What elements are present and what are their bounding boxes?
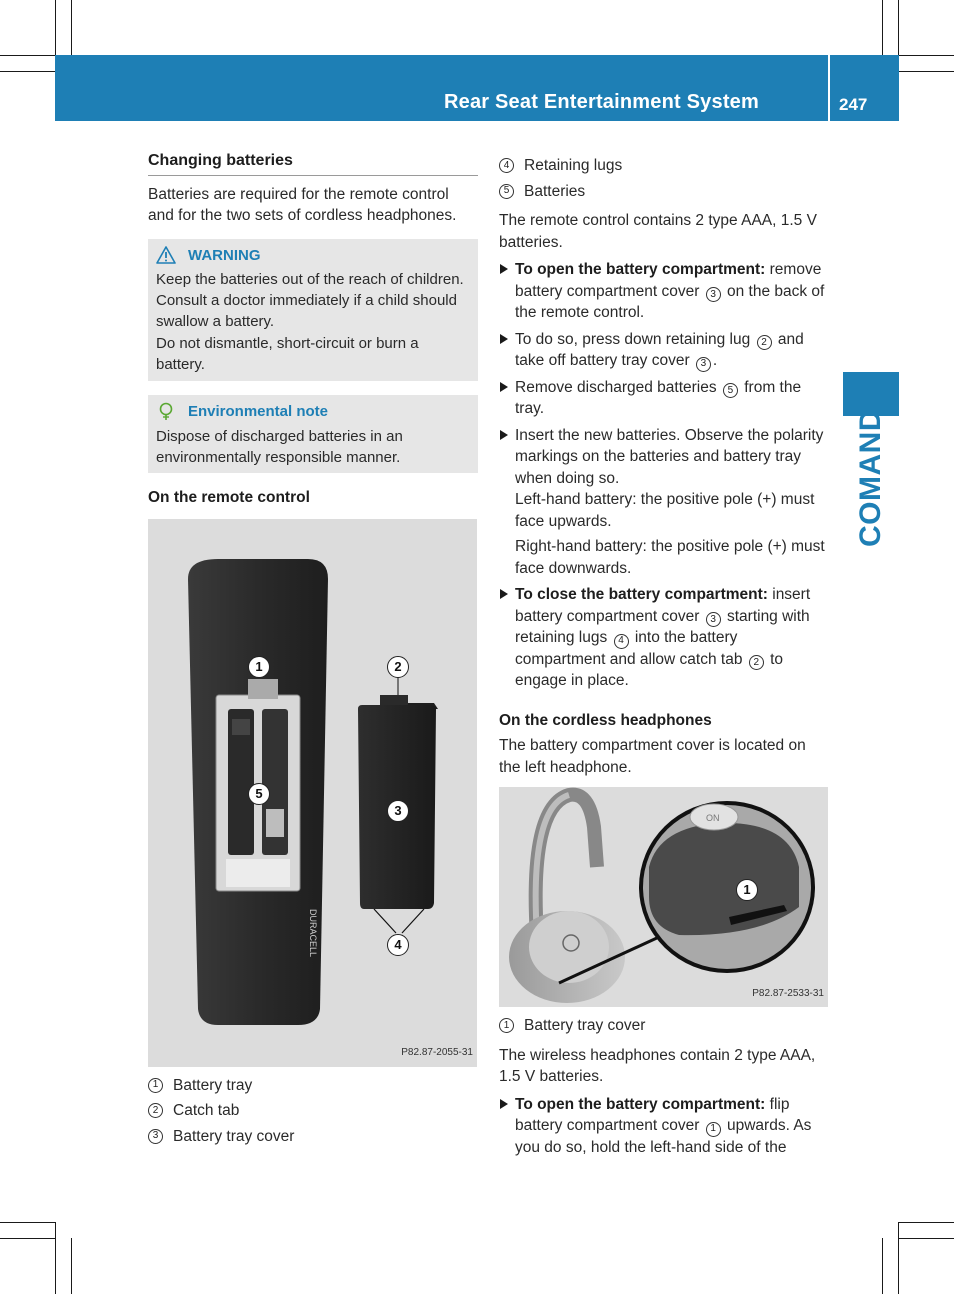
legend-number: 4	[499, 158, 514, 173]
crop-mark	[899, 71, 954, 72]
step-open-label: To open the battery compartment:	[515, 261, 766, 278]
crop-mark	[55, 1222, 56, 1294]
legend-number: 5	[499, 184, 514, 199]
ref-number: 3	[706, 287, 721, 302]
step-remove	[499, 377, 831, 420]
step-press	[499, 329, 831, 372]
legend-label: Battery tray cover	[524, 1017, 646, 1034]
legend-label: Catch tab	[173, 1102, 240, 1120]
step-text: flip battery compartment cover	[515, 1095, 790, 1134]
step-text: on the back of the remote control.	[515, 282, 825, 321]
crop-mark	[899, 1222, 954, 1223]
env-note-header	[156, 401, 470, 422]
step-text: into the battery compartment and allow catch tab	[515, 629, 747, 668]
step-close	[499, 584, 831, 692]
warning-title: WARNING	[188, 246, 261, 264]
headphones-illustration	[499, 787, 828, 1007]
crop-mark	[899, 1238, 954, 1239]
legend-label: Retaining lugs	[524, 157, 623, 174]
step-text: remove battery compartment cover	[515, 261, 822, 300]
legend-label: Batteries	[524, 182, 586, 200]
step-flip	[499, 1094, 831, 1159]
crop-mark	[0, 1222, 55, 1223]
callout-2: 2	[387, 656, 409, 678]
crop-mark	[882, 0, 883, 55]
battery-brand: DURACELL	[308, 908, 318, 957]
remote-heading: On the remote control	[148, 489, 310, 507]
step-text: upwards. As you do so, hold the left-hand side of the	[515, 1117, 812, 1156]
warning-triangle-icon	[156, 246, 176, 264]
environmental-note-box	[148, 395, 478, 473]
step-text: Left-hand battery: the positive pole (+) must face upwards.	[515, 491, 815, 530]
crop-mark	[0, 55, 55, 56]
legend-list	[148, 1075, 478, 1148]
headphones-figure	[499, 787, 828, 1007]
step-text: To do so, press down retaining lug	[515, 330, 755, 348]
callout-1: 1	[248, 656, 270, 678]
step-text: to engage in place.	[515, 650, 783, 689]
step-insert	[499, 425, 831, 580]
section-title: Changing batteries	[148, 150, 478, 176]
headphones-heading: On the cordless headphones	[499, 711, 712, 729]
crop-mark	[71, 1238, 72, 1294]
header-title: Rear Seat Entertainment System	[443, 91, 759, 113]
ref-number: 3	[706, 612, 721, 627]
step-flip-label: To open the battery compartment:	[515, 1095, 766, 1113]
legend-item	[148, 1100, 478, 1122]
remote-control-figure	[148, 519, 477, 1067]
legend-item	[499, 181, 831, 203]
right-column	[499, 155, 831, 1158]
crop-mark	[55, 0, 56, 55]
callout-1: 1	[736, 879, 758, 901]
remote-batteries-text: The remote control contains 2 type AAA, 1.5 V batteries.	[499, 212, 817, 251]
ref-number: 5	[723, 383, 738, 398]
env-note-title: Environmental note	[188, 403, 329, 421]
legend-label: Battery tray	[173, 1076, 253, 1094]
step-text: Insert the new batteries. Observe the polarity markings on the batteries and battery tray when doing so.	[515, 426, 824, 487]
legend-item	[148, 1075, 478, 1097]
crop-mark	[898, 1222, 899, 1294]
callout-3: 3	[387, 800, 409, 822]
ref-number: 3	[696, 357, 711, 372]
figure-code: P82.87-2055-31	[401, 1047, 473, 1059]
legend-item	[499, 1015, 831, 1037]
legend-label: Battery tray cover	[173, 1127, 295, 1145]
legend-number: 1	[499, 1018, 514, 1033]
step-text: and take off battery tray cover	[515, 330, 804, 369]
step-text: Remove discharged batteries	[515, 378, 721, 396]
env-note-text: Dispose of discharged batteries in an environmentally responsible manner.	[156, 427, 403, 466]
crop-mark	[71, 0, 72, 55]
on-button-label: ON	[706, 813, 720, 823]
crop-mark	[899, 55, 954, 56]
headphones-batteries-text: The wireless headphones contain 2 type AAA, 1.5 V batteries.	[499, 1046, 816, 1085]
crop-mark	[0, 71, 55, 72]
step-text: Right-hand battery: the positive pole (+) must face downwards.	[515, 538, 825, 577]
step-text: insert battery compartment cover	[515, 586, 811, 625]
legend-number: 2	[148, 1103, 163, 1118]
page-number: 247	[839, 95, 868, 114]
side-tab-label: COMAND	[854, 409, 887, 547]
ref-number: 1	[706, 1122, 721, 1137]
step-open	[499, 259, 831, 324]
callout-5: 5	[248, 783, 270, 805]
warning-header	[156, 245, 470, 266]
ref-number: 2	[749, 655, 764, 670]
figure-code: P82.87-2533-31	[752, 987, 824, 999]
crop-mark	[882, 1238, 883, 1294]
crop-mark	[0, 1238, 55, 1239]
left-column	[148, 150, 478, 1147]
legend-item	[148, 1126, 478, 1148]
step-text: starting with retaining lugs	[515, 607, 810, 646]
intro-paragraph: Batteries are required for the remote control and for the two sets of cordless headphones.	[148, 185, 457, 224]
step-close-label: To close the battery compartment:	[515, 586, 768, 603]
ref-number: 2	[757, 335, 772, 350]
header-divider	[828, 55, 830, 121]
step-text: from the tray.	[515, 378, 802, 417]
legend-number: 3	[148, 1129, 163, 1144]
legend-number: 1	[148, 1078, 163, 1093]
warning-text-1: Keep the batteries out of the reach of children. Consult a doctor immediately if a child should swallow a battery.	[156, 270, 464, 331]
headphones-intro: The battery compartment cover is located on the left headphone.	[499, 737, 806, 776]
lightbulb-icon	[156, 402, 176, 422]
remote-control-illustration	[148, 519, 477, 1067]
legend-item	[499, 155, 831, 177]
step-text: .	[712, 352, 718, 369]
ref-number: 4	[614, 634, 629, 649]
warning-box	[148, 239, 478, 382]
crop-mark	[898, 0, 899, 55]
callout-4: 4	[387, 934, 409, 956]
warning-text-2: Do not dismantle, short-circuit or burn a battery.	[156, 334, 419, 373]
page-header	[55, 55, 899, 121]
